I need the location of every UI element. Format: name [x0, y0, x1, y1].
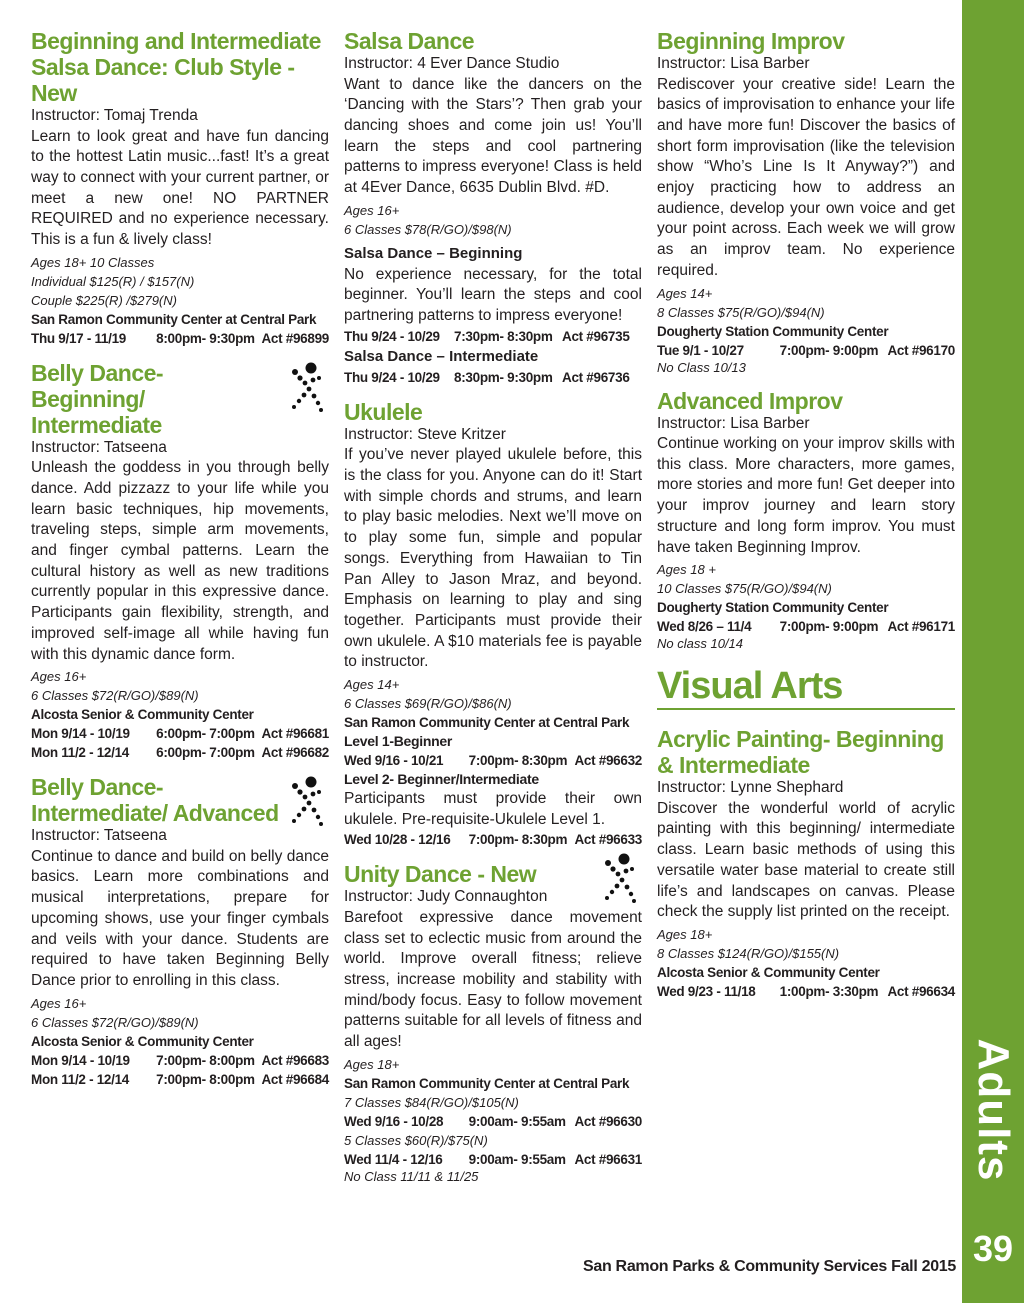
class-improv-beginning	[657, 28, 955, 376]
class-title: Ukulele	[344, 398, 423, 425]
subclass-title: Salsa Dance – Intermediate	[344, 347, 539, 365]
activity-number: Act #96899	[261, 330, 329, 346]
class-title: Advanced Improv	[657, 387, 843, 414]
age: Ages 16+	[344, 202, 400, 218]
description: Rediscover your creative side! Learn the basics of improvisation to enhance your life and have more fun! Discover the basics of short form improvisation (like the television show “Who’s Line Is It Anyway?”) and enjoy practicing how to address an audience, develop your own voice and get your point across. Each week we will grow as an improv team. No experience required.	[657, 75, 955, 279]
description: If you’ve never played ukulele before, this is the class for you. Anyone can do it! Start with simple chords and strums, and learn to play basic melodies. Next we’ll move on to play some fun, simple and popular songs. Everything from Hawaiian to Tin Pan Alley to Jason Mraz, and beyond. Emphasis on learning to play and sing together. Participants must provide their own ukulele. A $10 materials fee is payable to instructor.	[344, 446, 642, 671]
session-time: 9:00am- 9:55am	[468, 1113, 566, 1129]
session-time: 7:00pm- 8:30pm	[468, 832, 568, 848]
level-title: Level 1-Beginner	[344, 733, 453, 750]
no-class-note: No class 10/14	[657, 636, 743, 652]
session-row	[344, 830, 642, 849]
session-row	[31, 724, 329, 743]
class-title: Beginning and Intermediate Salsa Dance: Club Style - New	[31, 28, 321, 106]
session-time: 7:00pm- 9:00pm	[779, 342, 879, 358]
description: Continue to dance and build on belly dance basics. Learn more combinations and musical interpretations, prepare for upcoming shows, use your finger cymbals and veils with your dance. Students are required to have taken Beginning Belly Dance prior to enrolling in this class.	[31, 847, 329, 989]
class-title: Salsa Dance	[344, 28, 475, 54]
description: Participants must provide their own ukulele. Pre-requisite-Ukulele Level 1.	[344, 790, 642, 828]
session-date: Mon 11/2 - 12/14	[31, 745, 129, 761]
column-3	[657, 28, 955, 1013]
age: Ages 18+	[657, 926, 713, 942]
activity-number: Act #96634	[887, 983, 955, 999]
instructor: Instructor: Judy Connaughton	[344, 888, 548, 906]
class-salsa	[344, 28, 642, 387]
instructor: Instructor: Lynne Shephard	[657, 779, 844, 797]
price: 10 Classes $75(R/GO)/$94(N)	[657, 581, 832, 597]
dancer-icon	[600, 853, 640, 905]
activity-number: Act #96631	[574, 1151, 642, 1167]
session-row	[344, 368, 642, 387]
session-row	[344, 327, 642, 346]
instructor: Instructor: Tatseena	[31, 438, 167, 456]
no-class-note: No Class 11/11 & 11/25	[344, 1168, 479, 1184]
location: Dougherty Station Community Center	[657, 323, 889, 339]
location: Alcosta Senior & Community Center	[31, 707, 254, 723]
class-unity	[344, 861, 642, 1184]
instructor: Instructor: Tomaj Trenda	[31, 107, 198, 124]
price: 8 Classes $75(R/GO)/$94(N)	[657, 304, 825, 320]
session-time: 7:30pm- 8:30pm	[454, 328, 553, 344]
class-title: Unity Dance - New	[344, 861, 537, 888]
activity-number: Act #96632	[574, 753, 642, 769]
activity-number: Act #96630	[574, 1113, 642, 1129]
instructor: Instructor: Steve Kritzer	[344, 425, 506, 443]
class-ukulele	[344, 399, 642, 850]
session-time: 8:00pm- 9:30pm	[156, 330, 255, 346]
instructor: Instructor: 4 Ever Dance Studio	[344, 55, 560, 72]
price: 5 Classes $60(R)/$75(N)	[344, 1132, 488, 1148]
level-title: Level 2- Beginner/Intermediate	[344, 771, 539, 788]
age: Ages 16+	[31, 995, 87, 1011]
age-classes: Ages 18+ 10 Classes	[31, 254, 155, 270]
activity-number: Act #96736	[562, 369, 630, 385]
location: San Ramon Community Center at Central Park	[344, 1075, 630, 1091]
session-date: Wed 9/23 - 11/18	[657, 983, 756, 999]
session-date: Thu 9/24 - 10/29	[344, 328, 440, 344]
activity-number: Act #96735	[562, 328, 630, 344]
class-salsa-club	[31, 28, 329, 348]
session-time: 1:00pm- 3:30pm	[779, 983, 879, 999]
activity-number: Act #96682	[261, 745, 329, 761]
activity-number: Act #96170	[887, 342, 955, 358]
age: Ages 14+	[344, 677, 400, 693]
class-belly-advanced	[31, 774, 329, 1088]
column-2	[344, 28, 642, 1197]
session-time: 6:00pm- 7:00pm	[156, 745, 255, 761]
class-title: Acrylic Painting- Beginning & Intermediate	[657, 726, 944, 779]
age: Ages 18 +	[657, 562, 716, 578]
footer: San Ramon Parks & Community Services Fall 2015	[582, 1258, 956, 1275]
session-date: Thu 9/24 - 10/29	[344, 369, 440, 385]
session-date: Wed 9/16 - 10/28	[344, 1113, 444, 1129]
class-improv-advanced	[657, 388, 955, 653]
age: Ages 16+	[31, 669, 87, 685]
session-time: 7:00pm- 8:30pm	[468, 753, 568, 769]
description: Barefoot expressive dance movement class set to eclectic music from around the world. Improve overall fitness; relieve stress, increase mobility and stability with mind/body focus. Easy to follow movement patterns suitable for all levels of fitness and all ages!	[344, 908, 642, 1051]
price: 7 Classes $84(R/GO)/$105(N)	[344, 1094, 519, 1110]
session-time: 7:00pm- 8:00pm	[156, 1052, 255, 1068]
session-row	[344, 1112, 642, 1131]
session-time: 7:00pm- 9:00pm	[779, 619, 879, 635]
session-time: 7:00pm- 8:00pm	[156, 1071, 255, 1087]
activity-number: Act #96633	[574, 832, 642, 848]
location: Dougherty Station Community Center	[657, 600, 889, 616]
class-acrylic	[657, 726, 955, 1001]
price: 6 Classes $78(R/GO)/$98(N)	[344, 221, 512, 237]
page-number: 39	[972, 1228, 1014, 1269]
section-heading: Visual Arts	[657, 664, 955, 710]
activity-number: Act #96681	[261, 726, 329, 742]
price: 8 Classes $124(R/GO)/$155(N)	[657, 945, 840, 961]
class-belly-beginning	[31, 360, 329, 763]
class-title: Beginning Improv	[657, 28, 845, 54]
session-date: Wed 8/26 – 11/4	[657, 619, 752, 635]
price: 6 Classes $69(R/GO)/$86(N)	[344, 696, 512, 712]
description: Continue working on your improv skills with this class. More characters, more games, more stories and more fun! Get deeper into your improv journey and learn story structure and long form improv. You must have taken Beginning Improv.	[657, 435, 955, 556]
price: 6 Classes $72(R/GO)/$89(N)	[31, 688, 199, 704]
class-title: Belly Dance- Beginning/ Intermediate	[31, 359, 164, 438]
age: Ages 18+	[344, 1056, 400, 1072]
dancer-icon	[287, 362, 327, 414]
session-date: Thu 9/17 - 11/19	[31, 330, 126, 346]
description: Want to dance like the dancers on the ‘Dancing with the Stars’? Then grab your dancing shoes and come join us! You’ll learn the steps and cool partnering patterns to impress everyone! Class is held at 4Ever Dance, 6635 Dublin Blvd. #D.	[344, 75, 642, 197]
price: Couple $225(R) /$279(N)	[31, 292, 177, 308]
session-row	[31, 329, 329, 348]
session-row	[344, 1150, 642, 1169]
session-time: 6:00pm- 7:00pm	[156, 726, 255, 742]
session-date: Mon 11/2 - 12/14	[31, 1071, 129, 1087]
instructor: Instructor: Tatseena	[31, 827, 167, 845]
session-row	[31, 1051, 329, 1070]
description: Discover the wonderful world of acrylic painting with this beginning/ intermediate class. Learn basic methods of using this versatile water base material to create still life’s and landscapes on canvas. Please check the supply list printed on the receipt.	[657, 799, 955, 921]
price: Individual $125(R) / $157(N)	[31, 273, 195, 289]
session-date: Mon 9/14 - 10/19	[31, 726, 130, 742]
session-time: 8:30pm- 9:30pm	[454, 369, 553, 385]
session-row	[657, 341, 955, 360]
activity-number: Act #96683	[261, 1052, 329, 1068]
instructor: Instructor: Lisa Barber	[657, 414, 810, 432]
description: Unleash the goddess in you through belly dance. Add pizzazz to your life while you learn basic techniques, hip movements, traveling steps, simple arm movements, and finger cymbal patterns. Learn the cultural history as well as new traditions currently popular in this expressive dance. Participants gain flexibility, strength, and improved self-image all while having fun with this dynamic dance form.	[31, 459, 329, 663]
location: San Ramon Community Center at Central Park	[344, 715, 630, 731]
age: Ages 14+	[657, 285, 713, 301]
session-date: Mon 9/14 - 10/19	[31, 1052, 130, 1068]
session-row	[657, 982, 955, 1001]
section-tab	[967, 1040, 1019, 1180]
session-date: Wed 9/16 - 10/21	[344, 753, 444, 769]
location: San Ramon Community Center at Central Park	[31, 311, 317, 327]
session-date: Tue 9/1 - 10/27	[657, 342, 744, 358]
no-class-note: No Class 10/13	[657, 359, 746, 375]
session-date: Wed 10/28 - 12/16	[344, 832, 451, 848]
class-title: Belly Dance- Intermediate/ Advanced	[31, 774, 279, 827]
session-row	[344, 751, 642, 770]
price: 6 Classes $72(R/GO)/$89(N)	[31, 1014, 199, 1030]
activity-number: Act #96171	[887, 619, 955, 635]
dancer-icon	[287, 776, 327, 828]
description: Learn to look great and have fun dancing to the hottest Latin music...fast! It’s a great way to connect with your current partner, or meet a new one! NO PARTNER REQUIRED and no experience necessary. This is a fun & lively class!	[31, 127, 329, 249]
subclass-title: Salsa Dance – Beginning	[344, 244, 523, 262]
instructor: Instructor: Lisa Barber	[657, 55, 810, 72]
column-1	[31, 28, 329, 1101]
location: Alcosta Senior & Community Center	[31, 1033, 254, 1049]
session-date: Wed 11/4 - 12/16	[344, 1151, 443, 1167]
session-row	[31, 743, 329, 762]
location: Alcosta Senior & Community Center	[657, 964, 880, 980]
section-tab-label: Adults	[969, 1038, 1018, 1182]
description: No experience necessary, for the total beginner. You’ll learn the steps and cool partnering patterns to impress everyone!	[344, 265, 642, 325]
session-row	[657, 617, 955, 636]
activity-number: Act #96684	[261, 1071, 329, 1087]
session-row	[31, 1070, 329, 1089]
session-time: 9:00am- 9:55am	[468, 1151, 566, 1167]
